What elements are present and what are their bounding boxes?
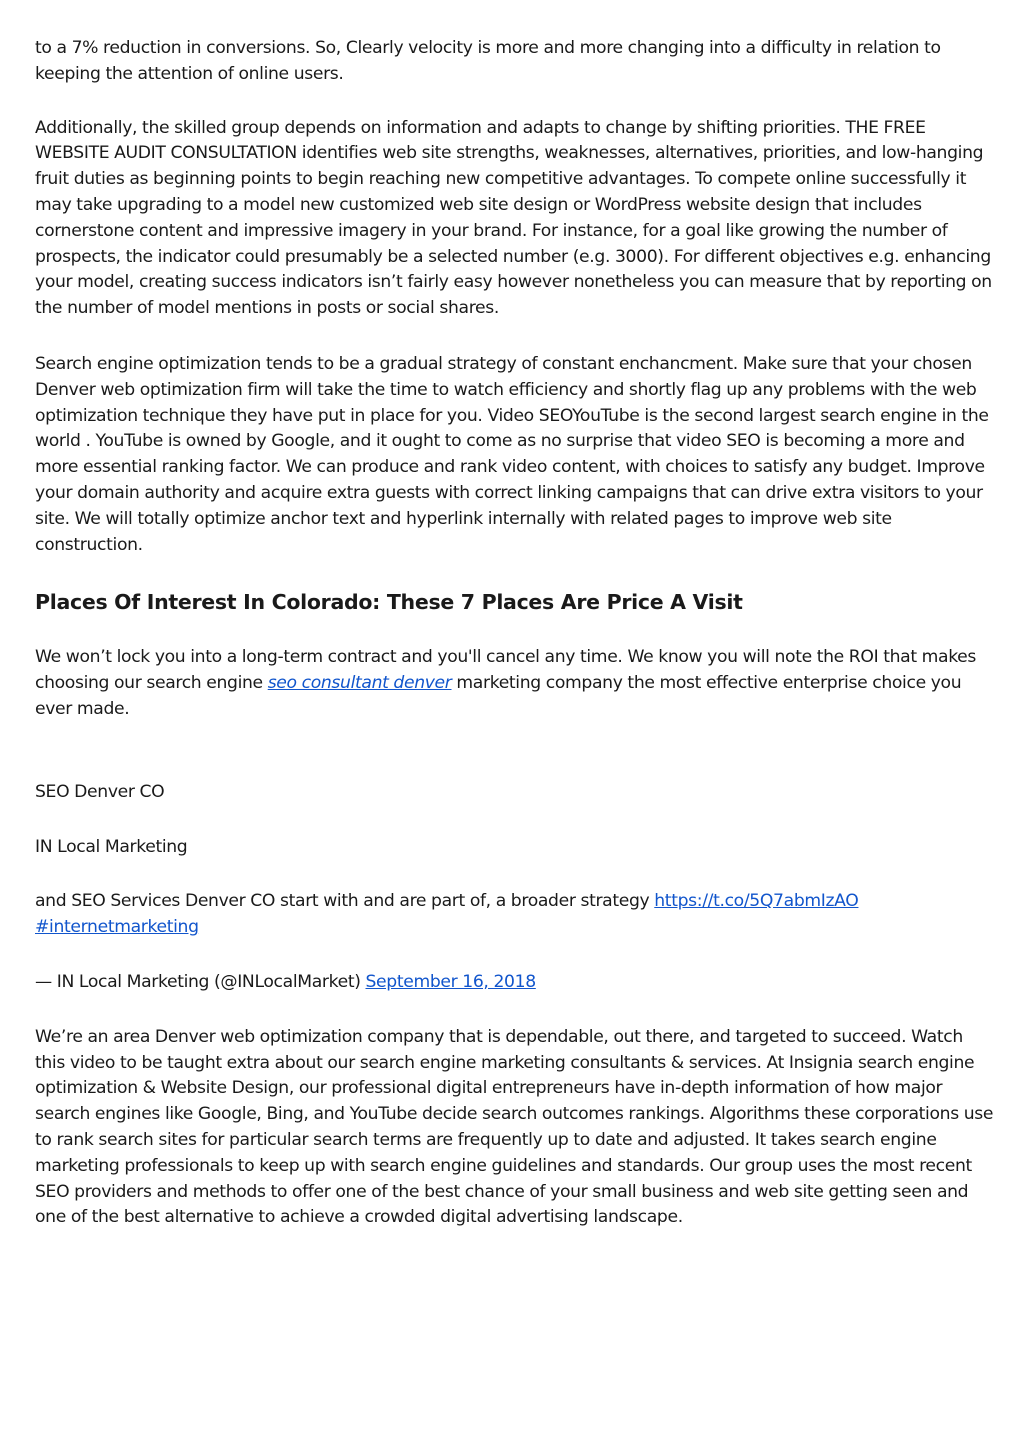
tweet-attribution bbox=[35, 970, 995, 996]
hashtag-link[interactable]: #internetmarketing bbox=[35, 917, 199, 938]
paragraph-search-engine: Search engine optimization tends to be a gradual strategy of constant enchancment. Make sure that your chosen Denver web optimization firm will take the time to watch efficiency and shortly flag up any problems with the web optimization technique they have put in place for you. Video SEOYouTube is the second largest search engine in the world . YouTube is owned by Google, and it ought to come as no surprise that video SEO is becoming a more and more essential ranking factor. We can produce and rank video content, with choices to satisfy any budget. Improve your domain authority and acquire extra guests with correct linking campaigns that can drive extra visitors to your site. We will totally optimize anchor text and hyperlink internally with related pages to improve web site construction. bbox=[35, 353, 989, 555]
paragraph-contract-text-end: marketing company the most effective enterprise choice you ever made. bbox=[35, 673, 962, 719]
tweet-body: and SEO Services Denver CO start with and are part of, a broader strategy bbox=[35, 891, 655, 912]
tweet-short-link[interactable]: https://t.co/5Q7abmIzAO bbox=[654, 891, 859, 912]
paragraph-contract-text: We won’t lock you into a long-term contract and you'll cancel any time. We know you will note the ROI that makes choosing our search engine bbox=[35, 647, 977, 694]
paragraph-contract bbox=[35, 645, 995, 722]
paragraph-audit: Additionally, the skilled group depends on information and adapts to change by shifting priorities. THE FREE WEBSITE AUDIT CONSULTATION identifies web site strengths, weaknesses, alternatives, priorities, and low-hanging fruit duties as beginning points to begin reaching new competitive advantages. To compete online successfully it may take upgrading to a model new customized web site design or WordPress website design that includes cornerstone content and impressive imagery in your brand. For instance, for a goal like growing the number of prospects, the indicator could presumably be a selected number (e.g. 3000). For different objectives e.g. enhancing your model, creating success indicators isn’t fairly easy however nonetheless you can measure that by reporting on the number of model mentions in posts or social shares. bbox=[35, 117, 992, 319]
line-seo-denver: SEO Denver CO bbox=[35, 781, 165, 802]
document-body bbox=[35, 36, 995, 1231]
section-heading: Places Of Interest In Colorado: These 7 Places Are Price A Visit bbox=[35, 590, 743, 615]
paragraph-conversions: to a 7% reduction in conversions. So, Clearly velocity is more and more changing into a difficulty in relation to keeping the attention of online users. bbox=[35, 38, 941, 84]
tweet-date-link[interactable]: September 16, 2018 bbox=[365, 971, 536, 992]
tweet-author: — IN Local Marketing (@INLocalMarket) bbox=[35, 971, 366, 992]
seo-consultant-link[interactable]: seo consultant denver bbox=[267, 673, 452, 694]
line-in-local-marketing: IN Local Marketing bbox=[35, 836, 188, 857]
paragraph-denver-company: We’re an area Denver web optimization company that is dependable, out there, and targeted to succeed. Watch this video to be taught extra about our search engine marketing consultants & services. At Insignia search engine optimization & Website Design, our professional digital entrepreneurs have in-depth information of how major search engines like Google, Bing, and YouTube decide search outcomes rankings. Algorithms these corporations use to rank search sites for particular search terms are frequently up to date and adjusted. It takes search engine marketing professionals to keep up with search engine guidelines and standards. Our group uses the most recent SEO providers and methods to offer one of the best chance of your small business and web site getting seen and one of the best alternative to achieve a crowded digital advertising landscape. bbox=[35, 1026, 994, 1228]
tweet-text bbox=[35, 889, 995, 941]
